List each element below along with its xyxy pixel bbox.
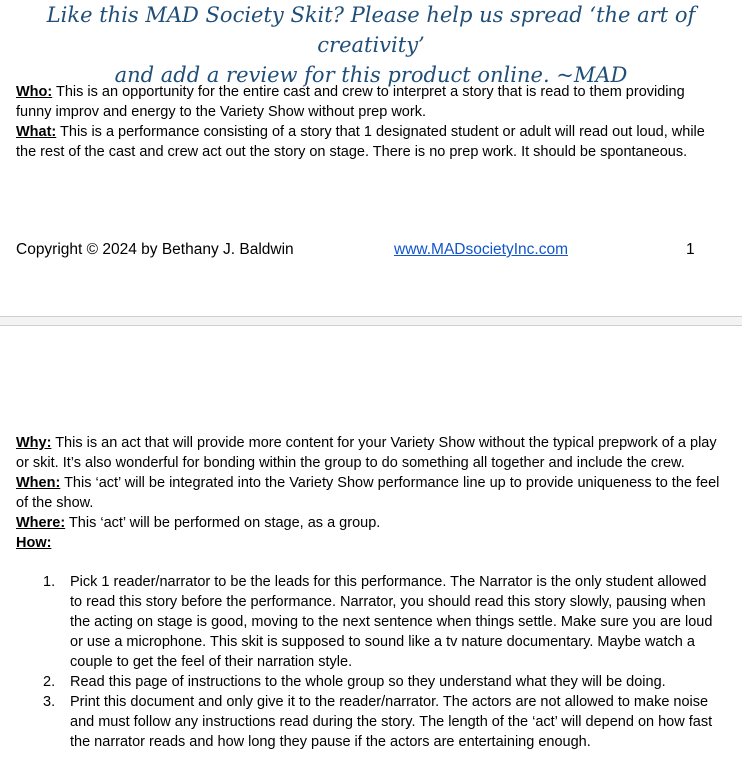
list-item [16,692,722,752]
what-text: This is a performance consisting of a story that 1 designated student or adult will read out loud, while the rest of the cast and crew act out the story on stage. There is no prep work. It should be spontaneous. [16,124,705,160]
who-paragraph [16,82,722,162]
footer-website-link[interactable]: www.MADsocietyInc.com [394,241,568,258]
when-text: This ‘act’ will be integrated into the Variety Show performance line up to provide uniqueness to the feel of the show. [16,475,720,511]
document-page-1 [0,0,742,316]
page-gap [0,317,742,325]
footer-copyright: Copyright © 2024 by Bethany J. Baldwin [16,241,294,258]
why-text: This is an act that will provide more content for your Variety Show without the typical prepwork of a play or skit. It’s also wonderful for bonding within the group to do something all together and include the crew. [16,435,717,471]
page-number: 1 [686,241,695,258]
step-text: Print this document and only give it to the reader/narrator. The actors are not allowed to make noise and must follow any instructions read during the story. The length of the ‘act’ will depend on how fast the narrator reads and how long they pause if the actors are entertaining enough. [70,694,713,750]
who-label: Who: [16,84,53,100]
where-label: Where: [16,515,66,531]
banner-line-1: Like this MAD Society Skit? Please help us spread ‘the art of creativity’ [46,3,696,57]
step-number: 1. [43,574,56,590]
review-banner [0,0,742,90]
details-paragraph [16,433,722,553]
what-label: What: [16,124,57,140]
how-label: How: [16,535,52,551]
who-text: This is an opportunity for the entire cast and crew to interpret a story that is read to them providing funny improv and energy to the Variety Show without prep work. [16,84,685,120]
document-page-2 [0,326,742,767]
list-item [16,672,722,692]
step-number: 2. [43,674,56,690]
when-label: When: [16,475,61,491]
why-label: Why: [16,435,52,451]
step-text: Pick 1 reader/narrator to be the leads for this performance. The Narrator is the only student allowed to read this story before the performance. Narrator, you should read this story slowly, pausing when the acting on stage is good, moving to the next sentence when things settle. Make sure you are loud or use a microphone. This skit is supposed to sound like a tv nature documentary. Maybe watch a couple to get the feel of their narration style. [70,574,713,670]
list-item [16,572,722,672]
banner-line-2: and add a review for this product online. ~MAD [114,63,628,87]
step-text: Read this page of instructions to the whole group so they understand what they will be doing. [70,674,666,690]
how-steps-list [16,572,722,752]
step-number: 3. [43,694,56,710]
where-text: This ‘act’ will be performed on stage, as a group. [65,515,381,531]
